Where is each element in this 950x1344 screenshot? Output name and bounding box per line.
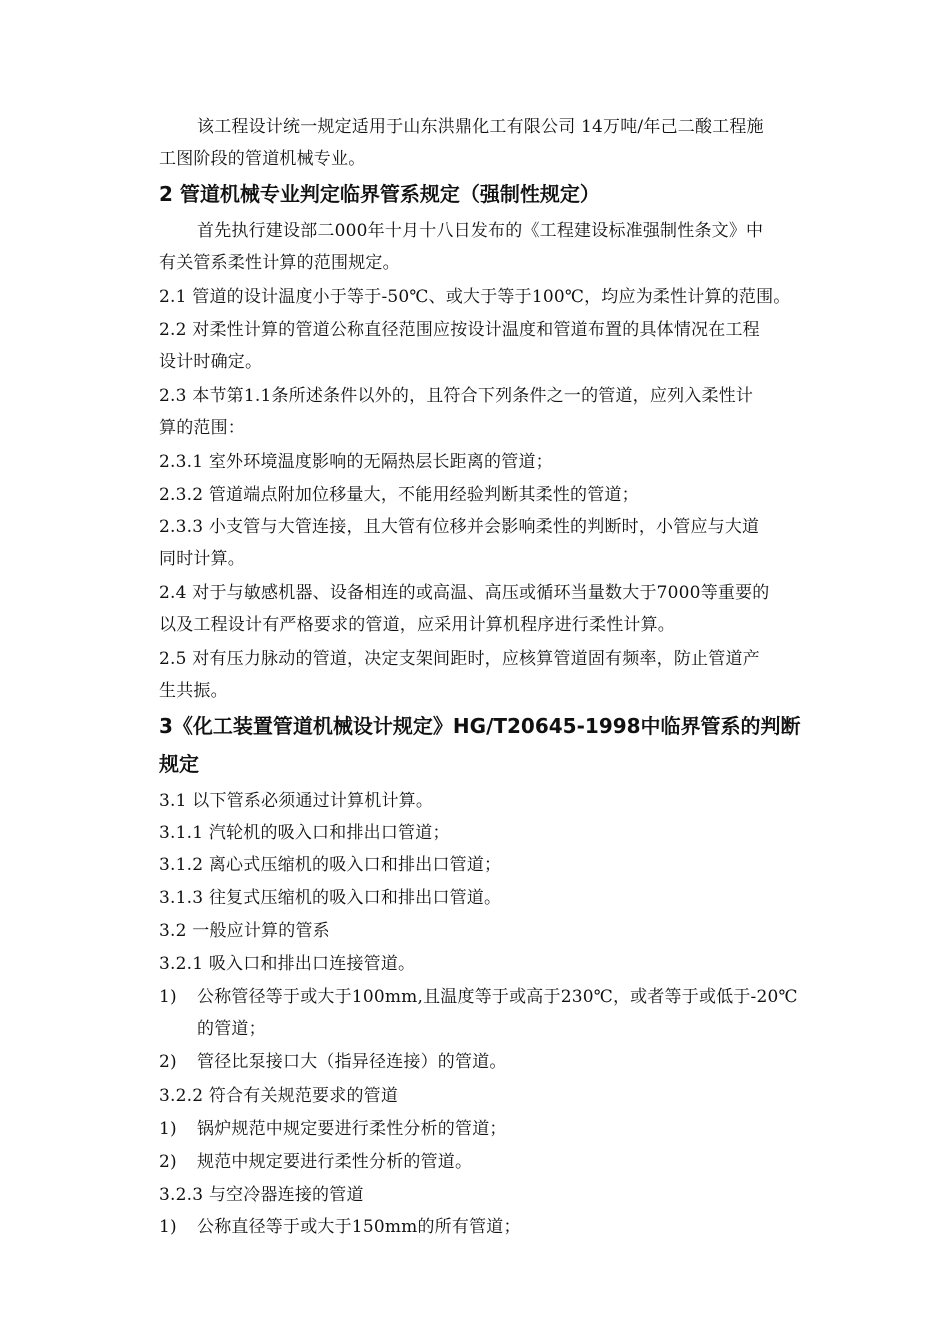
list-item-number: 2) <box>159 1052 177 1072</box>
paragraph-scope-line-2: 工图阶段的管道机械专业。 <box>159 149 366 169</box>
list-item <box>159 1151 472 1173</box>
section-2-heading: 2 管道机械专业判定临界管系规定（强制性规定） <box>159 182 600 206</box>
clause-3-2: 3.2 一般应计算的管系 <box>159 921 330 941</box>
clause-2-2-line-1: 2.2 对柔性计算的管道公称直径范围应按设计温度和管道布置的具体情况在工程 <box>159 320 760 340</box>
list-item-number: 2) <box>159 1152 177 1172</box>
clause-3-1: 3.1 以下管系必须通过计算机计算。 <box>159 791 434 811</box>
list-item <box>159 1216 521 1238</box>
clause-2-3-3-line-1: 2.3.3 小支管与大管连接，且大管有位移并会影响柔性的判断时，小管应与大道 <box>159 517 760 537</box>
clause-3-1-2: 3.1.2 离心式压缩机的吸入口和排出口管道； <box>159 855 502 875</box>
clause-3-2-2: 3.2.2 符合有关规范要求的管道 <box>159 1086 399 1106</box>
list-item <box>159 1051 507 1073</box>
list-item <box>159 986 798 1008</box>
paragraph-scope-line-1: 该工程设计统一规定适用于山东洪鼎化工有限公司 14万吨/年己二酸工程施 <box>197 117 764 137</box>
clause-2-1: 2.1 管道的设计温度小于等于-50℃、或大于等于100℃，均应为柔性计算的范围。 <box>159 287 791 307</box>
clause-2-2-line-2: 设计时确定。 <box>159 352 263 372</box>
clause-2-3-3-line-2: 同时计算。 <box>159 549 245 569</box>
list-item <box>159 1118 507 1140</box>
clause-3-2-1: 3.2.1 吸入口和排出口连接管道。 <box>159 954 416 974</box>
clause-2-5-line-2: 生共振。 <box>159 681 228 701</box>
paragraph-intro-line-2: 有关管系柔性计算的范围规定。 <box>159 253 400 273</box>
clause-3-1-3: 3.1.3 往复式压缩机的吸入口和排出口管道。 <box>159 888 502 908</box>
clause-2-3-1: 2.3.1 室外环境温度影响的无隔热层长距离的管道； <box>159 452 553 472</box>
clause-2-3-2: 2.3.2 管道端点附加位移量大，不能用经验判断其柔性的管道； <box>159 485 639 505</box>
list-item-text: 规范中规定要进行柔性分析的管道。 <box>197 1152 473 1172</box>
list-item-continuation: 的管道； <box>197 1019 266 1039</box>
paragraph-intro-line-1: 首先执行建设部二000年十月十八日发布的《工程建设标准强制性条文》中 <box>197 221 764 241</box>
clause-3-2-3: 3.2.3 与空冷器连接的管道 <box>159 1185 364 1205</box>
clause-3-1-1: 3.1.1 汽轮机的吸入口和排出口管道； <box>159 823 450 843</box>
clause-2-4-line-1: 2.4 对于与敏感机器、设备相连的或高温、高压或循环当量数大于7000等重要的 <box>159 583 770 603</box>
clause-2-3-line-1: 2.3 本节第1.1条所述条件以外的，且符合下列条件之一的管道，应列入柔性计 <box>159 386 754 406</box>
clause-2-3-line-2: 算的范围： <box>159 418 245 438</box>
list-item-number: 1) <box>159 987 177 1007</box>
section-3-heading-line-1: 3《化工装置管道机械设计规定》HG/T20645-1998中临界管系的判断 <box>159 714 801 738</box>
clause-2-5-line-1: 2.5 对有压力脉动的管道，决定支架间距时，应核算管道固有频率，防止管道产 <box>159 649 760 669</box>
section-3-heading-line-2: 规定 <box>159 752 199 776</box>
list-item-text: 公称直径等于或大于150mm的所有管道； <box>197 1217 521 1237</box>
list-item-text: 管径比泵接口大（指异径连接）的管道。 <box>197 1052 507 1072</box>
list-item-text: 公称管径等于或大于100mm,且温度等于或高于230℃，或者等于或低于-20℃ <box>197 987 798 1007</box>
clause-2-4-line-2: 以及工程设计有严格要求的管道，应采用计算机程序进行柔性计算。 <box>159 615 675 635</box>
list-item-number: 1) <box>159 1217 177 1237</box>
list-item-text: 锅炉规范中规定要进行柔性分析的管道； <box>197 1119 507 1139</box>
list-item-number: 1) <box>159 1119 177 1139</box>
